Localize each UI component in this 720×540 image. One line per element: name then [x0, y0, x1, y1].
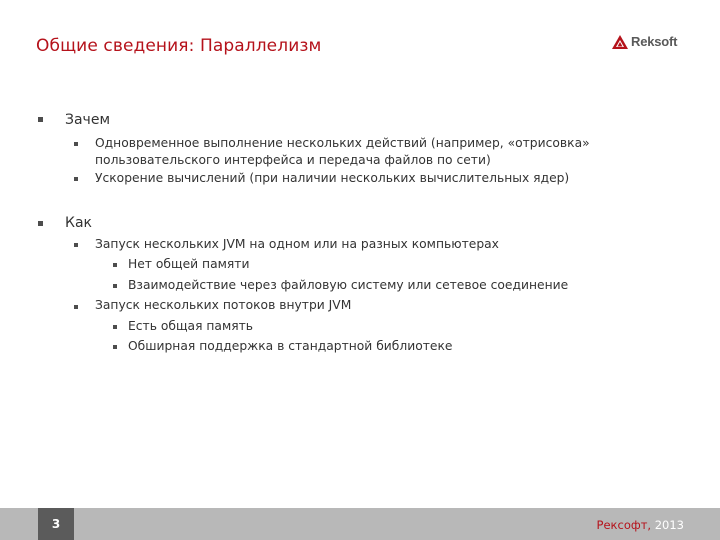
list-item: Запуск нескольких потоков внутри JVM: [95, 298, 352, 312]
bullet-l3: [113, 263, 117, 267]
bullet-l2: [74, 305, 78, 309]
section-heading: Как: [65, 215, 92, 231]
bullet-l3: [113, 325, 117, 329]
company-logo: [612, 34, 677, 49]
sub-list-item: Нет общей памяти: [128, 257, 250, 271]
sub-list-item: Обширная поддержка в стандартной библиотеке: [128, 339, 453, 353]
bullet-l2: [74, 177, 78, 181]
bullet-l1: [38, 221, 43, 226]
list-item: Ускорение вычислений (при наличии нескольких вычислительных ядер): [95, 171, 570, 185]
reksoft-logo-icon: [612, 35, 628, 49]
bullet-l3: [113, 284, 117, 288]
logo-text: Reksoft: [631, 34, 678, 49]
copyright-brand: Рексофт,: [596, 518, 652, 532]
section-heading: Зачем: [65, 112, 111, 128]
sub-list-item: Есть общая память: [128, 319, 254, 333]
bullet-l1: [38, 117, 43, 122]
page-number: 3: [51, 517, 61, 531]
list-item: Запуск нескольких JVM на одном или на разных компьютерах: [95, 237, 499, 251]
bullet-l3: [113, 345, 117, 349]
copyright: [597, 518, 684, 532]
list-item: Одновременное выполнение нескольких действий (например, «отрисовка» пользовательского интерфейса и передача файлов по сети): [95, 136, 590, 167]
bullet-l2: [74, 142, 78, 146]
bullet-l2: [74, 243, 78, 247]
copyright-year: 2013: [651, 518, 684, 532]
slide-title: Общие сведения: Параллелизм: [36, 36, 322, 56]
page-number-box: [38, 508, 74, 540]
sub-list-item: Взаимодействие через файловую систему или сетевое соединение: [128, 278, 569, 292]
